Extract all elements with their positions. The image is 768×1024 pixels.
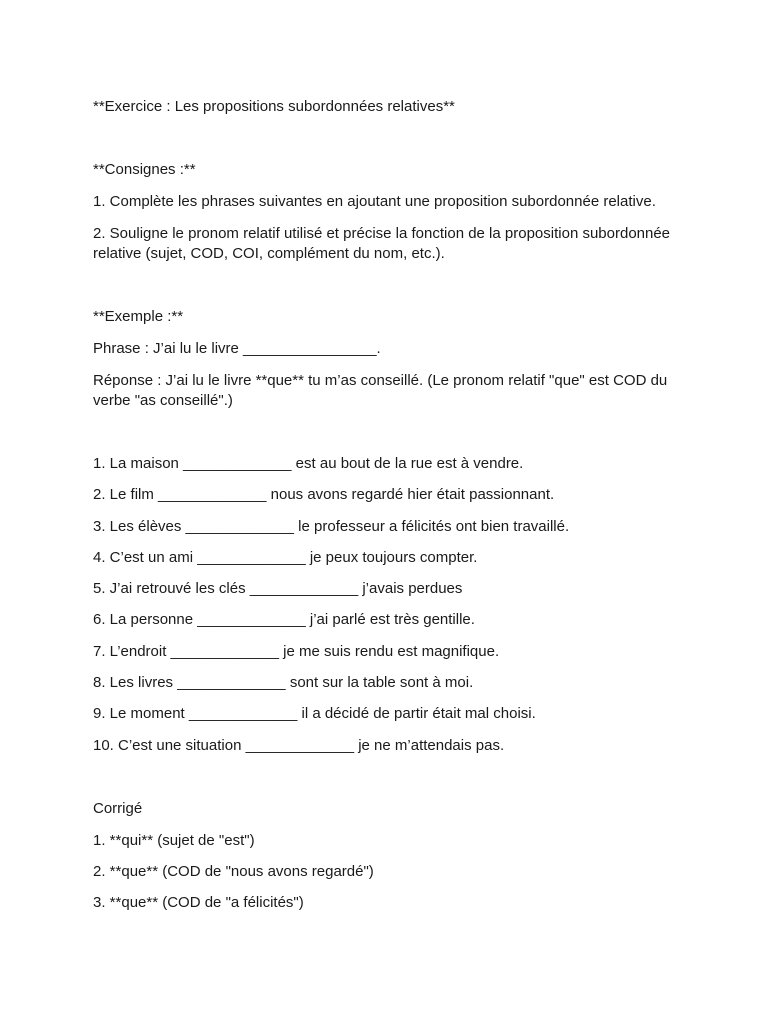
example-heading: **Exemple :** xyxy=(93,308,184,325)
exercise-item: 4. C’est un ami _____________ je peux toujours compter. xyxy=(93,548,478,566)
exercise-item: 3. Les élèves _____________ le professeur a félicités ont bien travaillé. xyxy=(93,517,570,535)
exercise-item: 1. La maison _____________ est au bout de la rue est à vendre. xyxy=(93,455,524,472)
answer-item: 3. **que** (COD de "a félicités") xyxy=(93,894,304,912)
instruction-item: 1. Complète les phrases suivantes en ajoutant une proposition subordonnée relative. xyxy=(93,193,656,210)
exercise-title: **Exercice : Les propositions subordonnées relatives** xyxy=(93,98,455,115)
corrige-heading: Corrigé xyxy=(93,799,143,817)
instruction-item: 2. Souligne le pronom relatif utilisé et précise la fonction de la proposition subordonnée relative (sujet, COD, COI, complément du nom, etc.). xyxy=(93,225,675,262)
exercise-item: 7. L’endroit _____________ je me suis rendu est magnifique. xyxy=(93,642,500,660)
consignes-heading: **Consignes :** xyxy=(93,161,196,178)
document-page xyxy=(93,97,693,925)
exercise-item: 2. Le film _____________ nous avons regardé hier était passionnant. xyxy=(93,486,555,504)
exercise-item: 5. J’ai retrouvé les clés _____________ j’avais perdues xyxy=(93,580,463,598)
exercise-item: 9. Le moment _____________ il a décidé de partir était mal choisi. xyxy=(93,705,536,723)
answer-item: 2. **que** (COD de "nous avons regardé") xyxy=(93,862,374,880)
exercise-item: 10. C’est une situation _____________ je ne m’attendais pas. xyxy=(93,736,505,754)
example-answer: Réponse : J’ai lu le livre **que** tu m’as conseillé. (Le pronom relatif "que" est COD du verbe "as conseillé".) xyxy=(93,372,672,409)
answer-item: 1. **qui** (sujet de "est") xyxy=(93,831,255,849)
exercise-item: 8. Les livres _____________ sont sur la table sont à moi. xyxy=(93,674,474,692)
example-phrase: Phrase : J’ai lu le livre ________________. xyxy=(93,340,381,357)
exercise-item: 6. La personne _____________ j’ai parlé est très gentille. xyxy=(93,611,475,629)
